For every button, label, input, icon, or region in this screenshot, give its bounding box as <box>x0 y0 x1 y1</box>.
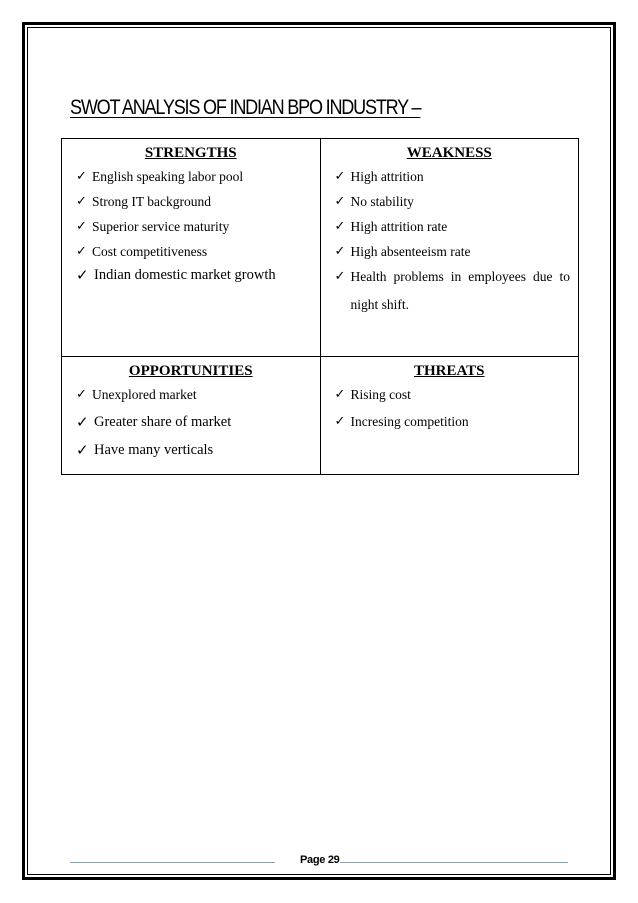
strengths-heading: STRENGTHS <box>144 145 237 161</box>
check-icon: ✓ <box>76 194 87 209</box>
list-item: ✓ Health problems in employees due to night shift. <box>335 263 571 319</box>
threats-list <box>321 386 579 431</box>
weakness-cell <box>320 139 579 357</box>
list-item: ✓ Incresing competition <box>334 414 469 429</box>
check-icon: ✓ <box>334 194 346 209</box>
list-item: ✓ High attrition rate <box>334 219 448 234</box>
list-item: ✓ Cost competitiveness <box>76 244 208 259</box>
check-icon: ✓ <box>76 266 89 284</box>
check-icon: ✓ <box>334 219 346 234</box>
list-item: ✓ High absenteeism rate <box>334 244 471 259</box>
check-icon: ✓ <box>76 244 87 259</box>
opportunities-heading: OPPORTUNITIES <box>128 363 253 379</box>
list-item: ✓ Have many verticals <box>76 441 214 459</box>
footer-divider-right <box>340 862 568 863</box>
list-item: ✓ Indian domestic market growth <box>76 266 276 284</box>
check-icon: ✓ <box>76 387 87 402</box>
check-icon: ✓ <box>76 169 87 184</box>
list-item: ✓ Greater share of market <box>76 413 232 431</box>
check-icon: ✓ <box>334 269 346 284</box>
swot-table <box>61 138 579 475</box>
list-item: ✓ Unexplored market <box>76 387 197 402</box>
list-item: ✓ No stability <box>334 194 414 209</box>
opportunities-list <box>62 386 320 459</box>
list-item: ✓ Superior service maturity <box>76 219 230 234</box>
opportunities-cell <box>62 357 321 475</box>
list-item: ✓ Rising cost <box>334 387 411 402</box>
list-item: ✓ Strong IT background <box>76 194 211 209</box>
check-icon: ✓ <box>76 413 89 431</box>
list-item: ✓ High attrition <box>334 169 424 184</box>
page-title: SWOT ANALYSIS OF INDIAN BPO INDUSTRY – <box>70 96 421 119</box>
weakness-heading: WEAKNESS <box>406 145 492 161</box>
check-icon: ✓ <box>76 441 89 459</box>
page-footer <box>70 853 568 873</box>
check-icon: ✓ <box>334 387 346 402</box>
strengths-list <box>62 168 320 284</box>
threats-cell <box>320 357 579 475</box>
check-icon: ✓ <box>334 414 346 429</box>
page-number: Page 29 <box>300 854 340 866</box>
list-item: ✓ English speaking labor pool <box>76 169 244 184</box>
weakness-list <box>321 168 579 319</box>
check-icon: ✓ <box>76 219 87 234</box>
check-icon: ✓ <box>334 244 346 259</box>
threats-heading: THREATS <box>413 363 485 379</box>
check-icon: ✓ <box>334 169 346 184</box>
strengths-cell <box>62 139 321 357</box>
footer-divider-left <box>70 862 275 863</box>
